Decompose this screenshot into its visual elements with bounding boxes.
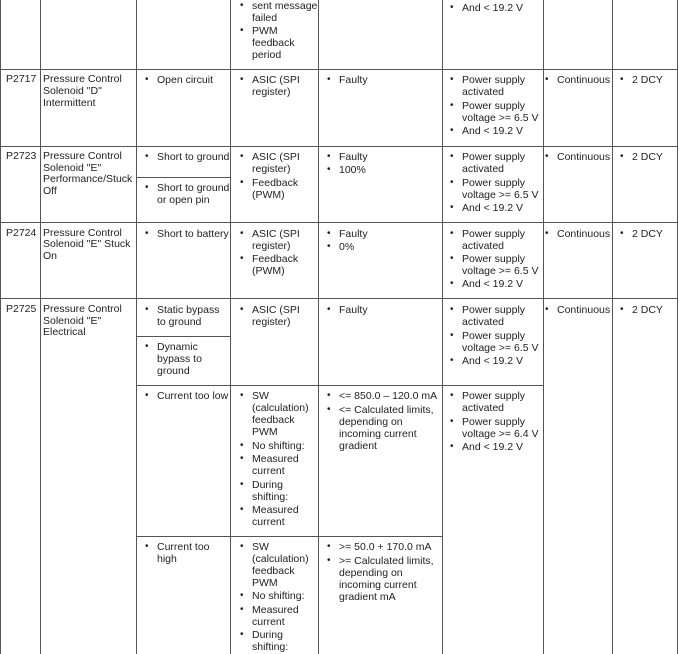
signal-source: • ASIC (SPI: [252, 74, 300, 86]
signal-source: • During: [252, 479, 283, 491]
grid-subrow-line: [136, 385, 544, 386]
signal-source: • Measured: [252, 604, 299, 616]
signal-source: (calculation): [252, 553, 309, 565]
signal-source: • Feedback: [252, 253, 298, 265]
time-required: • Continuous: [557, 151, 610, 163]
dtc-description: Electrical: [43, 326, 86, 338]
monitor-strategy: bypass to: [157, 353, 202, 365]
mil-illumination: • 2 DCY: [632, 304, 663, 316]
monitor-strategy: or open pin: [157, 194, 210, 206]
dtc-code: P2725: [6, 303, 37, 315]
dtc-code: P2724: [6, 227, 37, 239]
mil-illumination: • 2 DCY: [632, 228, 663, 240]
signal-source: • Measured: [252, 504, 299, 516]
enable-condition: • Power supply: [462, 151, 525, 163]
enable-condition: voltage >= 6.5 V: [462, 189, 539, 201]
monitor-strategy: • Short to ground: [157, 182, 229, 194]
signal-source: • ASIC (SPI: [252, 151, 300, 163]
enable-condition: • Power supply: [462, 330, 525, 342]
threshold-value: • Faulty: [339, 304, 368, 316]
monitor-strategy: • Static bypass: [157, 304, 219, 316]
enable-condition: • And < 19.2 V: [462, 202, 523, 214]
enable-condition: voltage >= 6.5 V: [462, 265, 539, 277]
grid-col-enable-time: [543, 0, 544, 654]
threshold-value: • >= 50.0 + 170.0 mA: [339, 541, 432, 553]
enable-condition: • Power supply: [462, 304, 525, 316]
grid-left-edge: [0, 0, 1, 654]
enable-condition: activated: [462, 240, 505, 252]
enable-condition: voltage >= 6.4 V: [462, 428, 539, 440]
signal-source: • ASIC (SPI: [252, 228, 300, 240]
grid-row-line: [0, 146, 678, 147]
enable-condition: • Power supply: [462, 228, 525, 240]
threshold-value: depending on: [339, 567, 403, 579]
top-signal-text: period: [252, 49, 282, 61]
monitor-strategy: high: [157, 553, 177, 565]
signal-source: current: [252, 616, 285, 628]
enable-condition: activated: [462, 316, 505, 328]
time-required: • Continuous: [557, 304, 610, 316]
mil-illumination: • 2 DCY: [632, 74, 663, 86]
dtc-description: Solenoid "E": [43, 162, 102, 174]
signal-source: feedback: [252, 565, 295, 577]
monitor-strategy: • Short to battery: [157, 228, 229, 240]
time-required: • Continuous: [557, 228, 610, 240]
enable-condition: voltage >= 6.5 V: [462, 342, 539, 354]
monitor-strategy: to ground: [157, 316, 202, 328]
dtc-description: Performance/Stuck: [43, 173, 133, 185]
threshold-value: gradient: [339, 440, 377, 452]
enable-condition: • Power supply: [462, 253, 525, 265]
signal-source: (PWM): [252, 189, 285, 201]
grid-col-signal-threshold: [318, 0, 319, 654]
enable-condition: • Power supply: [462, 74, 525, 86]
signal-source: register): [252, 240, 291, 252]
dtc-code: P2717: [6, 73, 37, 85]
top-enable-item: • And < 19.2 V: [462, 2, 523, 14]
monitor-strategy: • Current too low: [157, 390, 228, 402]
signal-source: • During: [252, 629, 283, 641]
grid-row-line: [0, 69, 678, 70]
signal-source: feedback: [252, 414, 295, 426]
top-signal-text: failed: [252, 12, 278, 24]
enable-condition: • And < 19.2 V: [462, 125, 523, 137]
threshold-value: • 0%: [339, 241, 354, 253]
dtc-description: Solenoid "E" Stuck: [43, 238, 131, 250]
signal-source: (PWM): [252, 265, 285, 277]
threshold-value: • <= Calculated limits,: [339, 404, 434, 416]
dtc-description: Pressure Control: [43, 227, 122, 239]
dtc-description: On: [43, 250, 58, 262]
enable-condition: activated: [462, 402, 505, 414]
dtc-description: Solenoid "E": [43, 315, 102, 327]
enable-condition: • Power supply: [462, 177, 525, 189]
grid-col-threshold-enable: [442, 0, 443, 654]
signal-source: • SW: [252, 541, 269, 553]
signal-source: register): [252, 163, 291, 175]
signal-source: register): [252, 316, 291, 328]
top-signal-text: feedback: [252, 37, 295, 49]
signal-source: current: [252, 516, 285, 528]
signal-source: (calculation): [252, 402, 309, 414]
grid-col-desc-strategy: [136, 0, 137, 654]
top-signal-item: • PWM: [252, 25, 278, 37]
dtc-description: Pressure Control: [43, 73, 122, 85]
threshold-value: • <= 850.0 – 120.0 mA: [339, 390, 437, 402]
time-required: • Continuous: [557, 74, 610, 86]
grid-subrow-line: [136, 536, 443, 537]
dtc-description: Off: [43, 185, 57, 197]
signal-source: • Feedback: [252, 177, 298, 189]
grid-subrow-line: [136, 177, 231, 178]
grid-row-line: [0, 298, 678, 299]
threshold-value: • Faulty: [339, 74, 368, 86]
enable-condition: voltage >= 6.5 V: [462, 112, 539, 124]
threshold-value: depending on: [339, 416, 403, 428]
signal-source: shifting:: [252, 641, 289, 653]
signal-source: register): [252, 86, 291, 98]
signal-source: • SW: [252, 390, 269, 402]
monitor-strategy: • Short to ground: [157, 151, 229, 163]
grid-col-time-mil: [612, 0, 613, 654]
threshold-value: • Faulty: [339, 151, 368, 163]
signal-source: PWM: [252, 577, 278, 589]
threshold-value: • Faulty: [339, 228, 368, 240]
monitor-strategy: • Open circuit: [157, 74, 213, 86]
grid-right-edge: [677, 0, 678, 654]
threshold-value: incoming current: [339, 579, 417, 591]
signal-source: • ASIC (SPI: [252, 304, 300, 316]
enable-condition: • And < 19.2 V: [462, 278, 523, 290]
dtc-code: P2723: [6, 150, 37, 162]
threshold-value: incoming current: [339, 428, 417, 440]
mil-illumination: • 2 DCY: [632, 151, 663, 163]
dtc-description: Pressure Control: [43, 150, 122, 162]
enable-condition: • And < 19.2 V: [462, 355, 523, 367]
signal-source: shifting:: [252, 491, 289, 503]
grid-col-strategy-signal: [230, 0, 231, 654]
monitor-strategy: • Current too: [157, 541, 210, 553]
enable-condition: • Power supply: [462, 416, 525, 428]
enable-condition: activated: [462, 163, 505, 175]
monitor-strategy: • Dynamic: [157, 341, 198, 353]
threshold-value: • >= Calculated limits,: [339, 555, 434, 567]
dtc-description: Solenoid "D": [43, 85, 102, 97]
enable-condition: • Power supply: [462, 100, 525, 112]
grid-row-line: [0, 222, 678, 223]
signal-source: • Measured: [252, 453, 299, 465]
signal-source: • No shifting:: [252, 590, 305, 602]
enable-condition: activated: [462, 86, 505, 98]
signal-source: PWM: [252, 426, 278, 438]
signal-source: • No shifting:: [252, 440, 305, 452]
dtc-description: Pressure Control: [43, 303, 122, 315]
top-signal-item: • sent message: [252, 0, 317, 12]
threshold-value: • 100%: [339, 164, 366, 176]
grid-col-code-desc: [40, 0, 41, 654]
threshold-value: gradient mA: [339, 591, 396, 603]
grid-subrow-line: [136, 336, 231, 337]
monitor-strategy: ground: [157, 365, 190, 377]
dtc-description: Intermittent: [43, 97, 96, 109]
signal-source: current: [252, 465, 285, 477]
enable-condition: • Power supply: [462, 390, 525, 402]
enable-condition: • And < 19.2 V: [462, 441, 523, 453]
